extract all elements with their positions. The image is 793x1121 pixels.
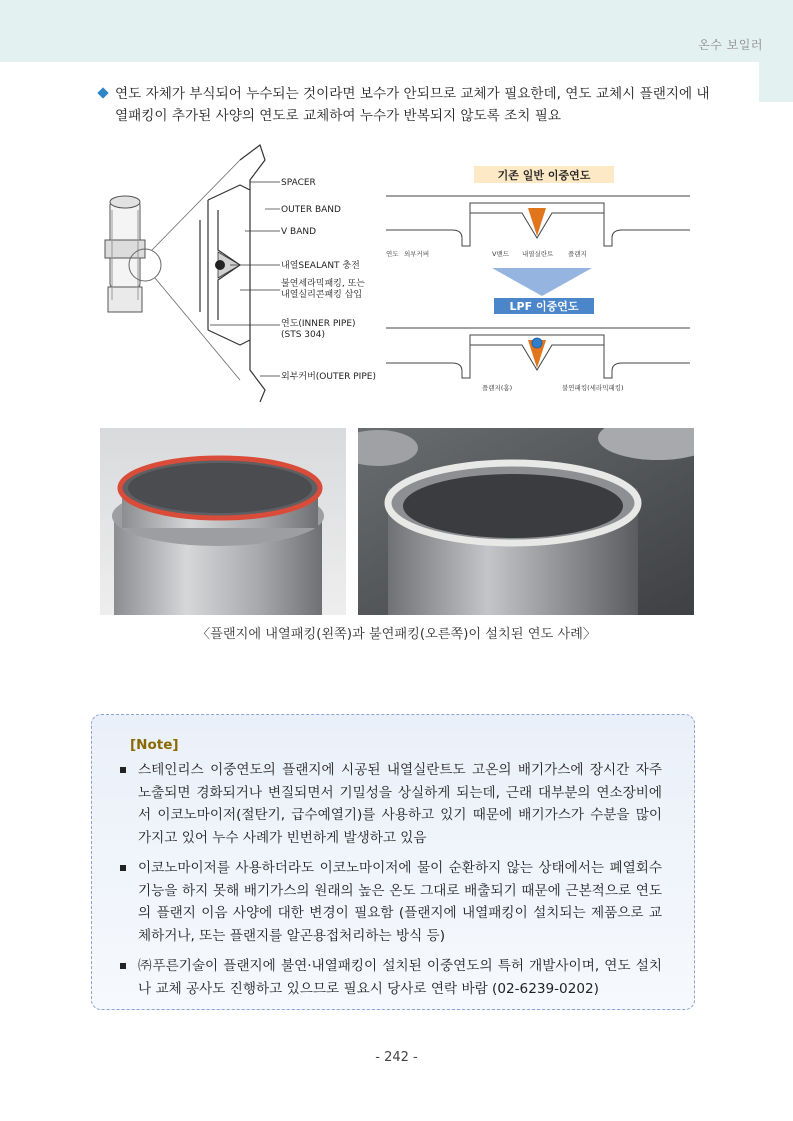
sealant-dot	[215, 260, 225, 270]
label-inner-pipe-2: (STS 304)	[281, 330, 325, 340]
header-title: 온수 보일러	[698, 38, 763, 52]
top-label-yeondo: 연도	[386, 250, 399, 258]
top-label-flange: 플랜지	[568, 250, 587, 258]
label-inner-pipe-1: 연도(INNER PIPE)	[281, 319, 356, 329]
label-v-band: V BAND	[281, 227, 317, 237]
note-title: [Note]	[130, 737, 179, 753]
side-tab	[759, 62, 793, 102]
square-bullet-icon	[120, 865, 126, 871]
top-label-cover: 외부커버	[404, 250, 430, 258]
bottom-label-flange-groove: 플랜지(홈)	[482, 384, 513, 392]
top-sealant-shape	[528, 208, 546, 236]
packing-dot	[532, 338, 542, 348]
note-item: 이코노마이저를 사용하더라도 이코노마이저에 물이 순환하지 않는 상태에서는 폐열회수 기능을 하지 못해 배기가스의 원래의 높은 온도 그대로 배출되기 때문에 근본적으로 연도의 플랜지 이음 사양에 대한 변경이 필요함 (플랜지에 내열패킹이 설치되는 제품으로 교체하거나, 또는 플랜지를 알곤용접처리하는 방식 등)	[114, 857, 662, 947]
photo-non-combustible-packing	[358, 428, 694, 615]
note-box	[91, 714, 695, 1010]
label-spacer: SPACER	[281, 178, 316, 188]
intro-text: 연도 자체가 부식되어 누수되는 것이라면 보수가 안되므로 교체가 필요한데, 연도 교체시 플랜지에 내열패킹이 추가된 사양의 연도로 교체하여 누수가 반복되지 않도록 조치 필요	[115, 86, 710, 124]
page-number: - 242 -	[375, 1050, 418, 1065]
square-bullet-icon	[120, 963, 126, 969]
intro-bullet	[115, 83, 715, 127]
bottom-title: LPF 이중연도	[509, 300, 579, 313]
label-packing-2: 내열실리콘패킹 삽입	[281, 290, 363, 300]
label-sealant: 내열SEALANT 충전	[281, 261, 360, 271]
note-list	[114, 759, 662, 1008]
note-item: ㈜푸른기술이 플랜지에 불연·내열패킹이 설치된 이중연도의 특허 개발사이며, 연도 설치나 교체 공사도 진행하고 있으므로 필요시 당사로 연락 바람 (02-6239-0202)	[114, 955, 662, 1000]
top-title: 기존 일반 이중연도	[497, 169, 591, 182]
magnified-section	[200, 145, 265, 402]
note-item: 스테인리스 이중연도의 플랜지에 시공된 내열실란트도 고온의 배기가스에 장시간 자주 노출되면 경화되거나 변질되면서 기밀성을 상실하게 되는데, 근래 대부분의 연소장비에서 이코노마이저(절탄기, 급수예열기)를 사용하고 있기 때문에 배기가스가 수분을 많이 가지고 있어 누수 사례가 빈번하게 발생하고 있음	[114, 759, 662, 849]
pipe-illustration	[105, 196, 145, 312]
diamond-bullet-icon	[97, 87, 108, 98]
square-bullet-icon	[120, 767, 126, 773]
label-outer-pipe: 외부커버(OUTER PIPE)	[281, 372, 376, 382]
flue-comparison-diagram	[382, 158, 694, 403]
photo-heat-resistant-packing	[100, 428, 346, 615]
down-arrow-icon	[492, 268, 592, 296]
photo-caption: 〈플랜지에 내열패킹(왼쪽)과 불연패킹(오른쪽)이 설치된 연도 사례〉	[196, 627, 597, 642]
bottom-label-packing: 불연패킹(세라믹패킹)	[562, 384, 624, 392]
flue-cross-section-diagram	[100, 140, 380, 405]
label-packing-1: 불연세라믹패킹, 또는	[281, 279, 365, 289]
top-label-sealant: 내열실란트	[522, 250, 554, 258]
top-label-vband: V밴드	[492, 250, 510, 258]
header-band	[0, 0, 793, 62]
label-outer-band: OUTER BAND	[281, 205, 341, 215]
